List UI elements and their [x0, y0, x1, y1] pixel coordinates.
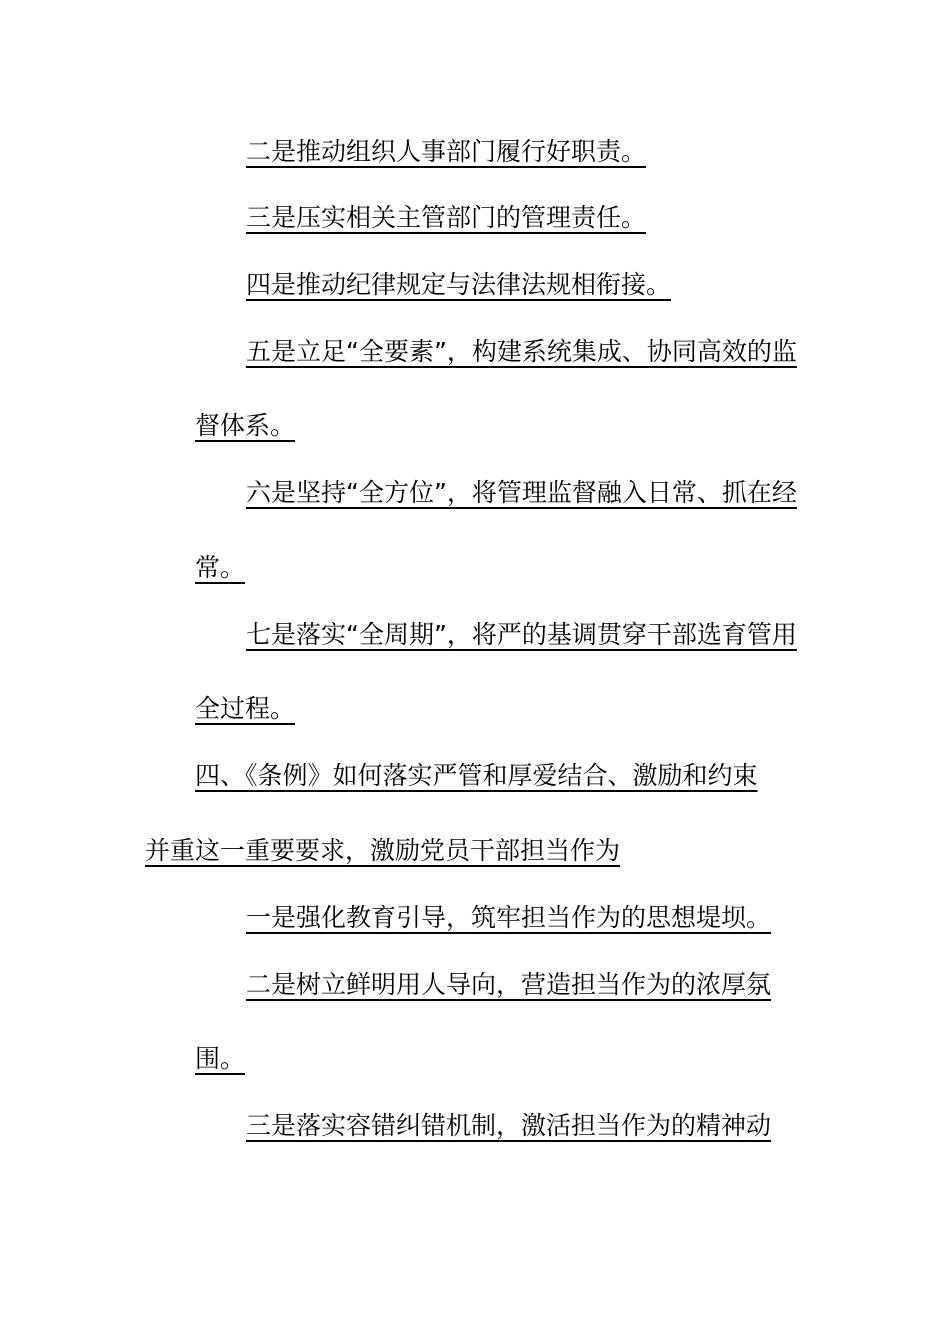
- text-line: 五是立足“全要素”，构建系统集成、协同高效的监: [246, 337, 797, 366]
- text-line: 三是压实相关主管部门的管理责任。: [246, 203, 647, 232]
- text-line: 二是推动组织人事部门履行好职责。: [246, 137, 647, 166]
- section-heading-line: 四、《条例》如何落实严管和厚爱结合、激励和约束: [195, 761, 758, 790]
- text-line: 督体系。: [195, 411, 296, 440]
- text-line: 一是强化教育引导，筑牢担当作为的思想堤坝。: [246, 903, 772, 932]
- text-line: 六是坚持“全方位”，将管理监督融入日常、抓在经: [246, 478, 797, 507]
- section-heading-line: 并重这一重要要求，激励党员干部担当作为: [145, 836, 621, 865]
- text-line: 七是落实“全周期”，将严的基调贯穿干部选育管用: [246, 620, 797, 649]
- text-line: 四是推动纪律规定与法律法规相衔接。: [246, 270, 672, 299]
- text-line: 常。: [195, 553, 246, 582]
- text-line: 三是落实容错纠错机制，激活担当作为的精神动: [246, 1111, 772, 1140]
- text-line: 全过程。: [195, 694, 296, 723]
- text-line: 围。: [195, 1044, 246, 1073]
- text-line: 二是树立鲜明用人导向，营造担当作为的浓厚氛: [246, 970, 772, 999]
